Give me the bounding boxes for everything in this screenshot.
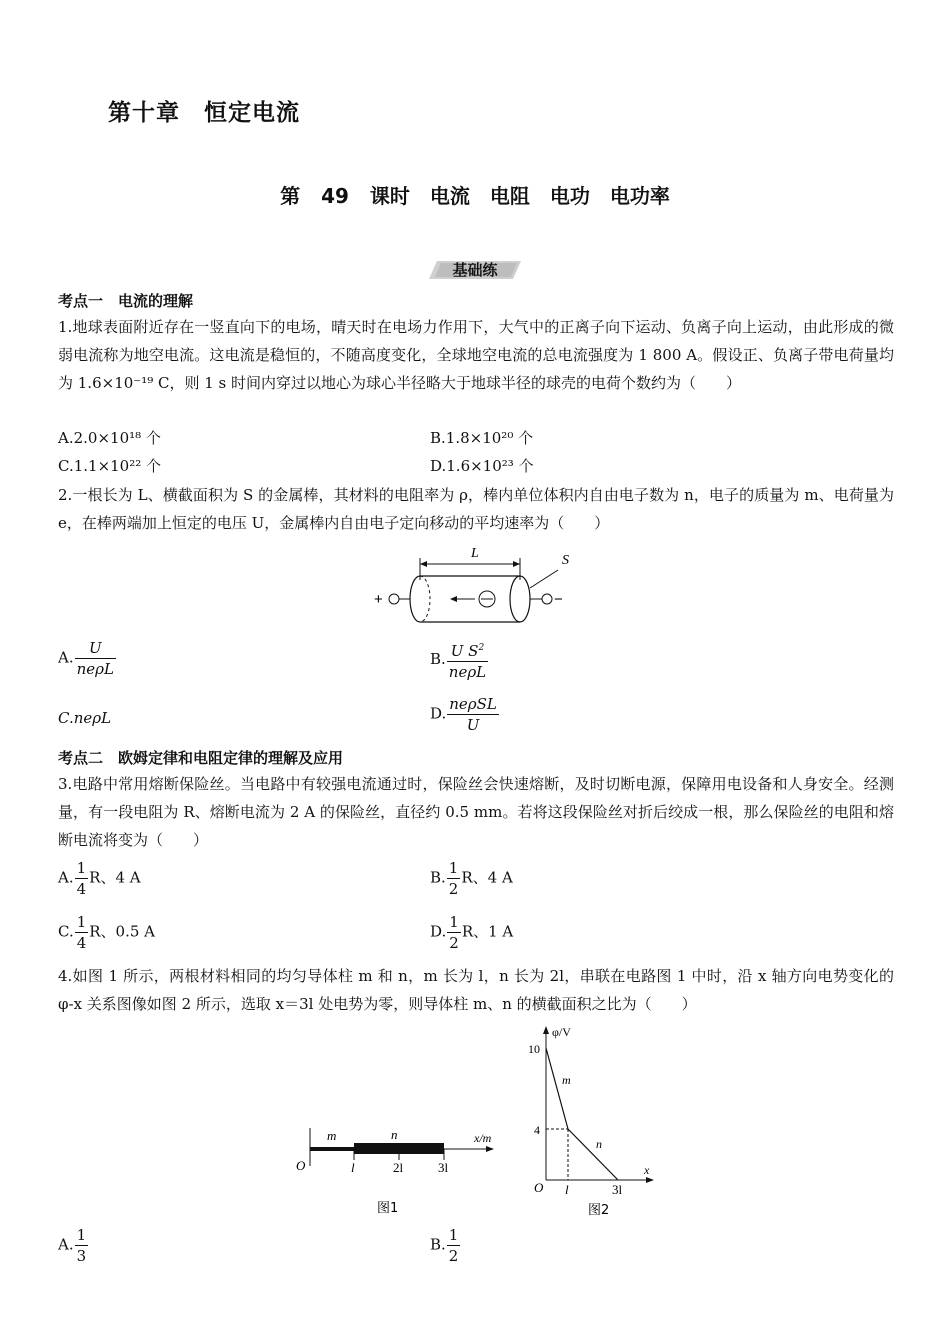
- label-L: L: [471, 546, 479, 561]
- fig1-label-l: l: [351, 1160, 355, 1175]
- q3-c-fraction: [75, 912, 89, 953]
- fig2-line-n: [568, 1129, 618, 1180]
- q2-a-num: U: [75, 638, 116, 659]
- q3-d-tail: R、1 A: [461, 922, 514, 941]
- metal-rod-figure: [370, 542, 580, 632]
- q2-b-fraction: [447, 638, 488, 682]
- conductor-m: [310, 1147, 354, 1151]
- q3-b-label: B.: [430, 868, 446, 887]
- fig2-line-m: [546, 1048, 568, 1129]
- plus-sign: +: [374, 591, 383, 608]
- q3-a-label: A.: [58, 868, 74, 887]
- fig2-x-label: x: [644, 1163, 650, 1177]
- q3-c-num: 1: [76, 913, 87, 931]
- cylinder-right-end: [510, 576, 530, 622]
- q3-d-fraction: [447, 912, 461, 953]
- q3-d-num: 1: [449, 913, 459, 931]
- question-4-text: 4.如图 1 所示，两根材料相同的均匀导体柱 m 和 n，m 长为 l，n 长为 2l，串联在电路图 1 中时，沿 x 轴方向电势变化的 φ-x 关系图像如图 2 所示，选取 x＝3l 处电势为零，则导体柱 m、n 的横截面积之比为（ ）: [58, 967, 894, 1013]
- q3-d-label: D.: [430, 922, 447, 941]
- q4-b-label: B.: [430, 1235, 446, 1254]
- fig1-axis-label: x/m: [474, 1131, 492, 1145]
- q2-a-den: neρL: [76, 660, 114, 678]
- q1-option-b[interactable]: B.1.8×10²⁰ 个: [430, 429, 534, 447]
- label-S: S: [562, 553, 569, 568]
- fig2-y-label: φ/V: [552, 1025, 571, 1039]
- q2-a-label: A.: [58, 648, 74, 667]
- q3-a-num: 1: [76, 859, 87, 877]
- q2-b-num-exp: 2: [478, 643, 485, 653]
- q4-b-num: 1: [448, 1226, 459, 1244]
- q2-b-num: [447, 638, 488, 662]
- section-heading-2: 考点二 欧姆定律和电阻定律的理解及应用: [58, 749, 344, 767]
- figure-2-potential-graph: [522, 1022, 672, 1222]
- figure-1-conductors: [292, 1122, 502, 1222]
- badge-label: 基础练: [452, 261, 498, 279]
- chapter-title: 第十章 恒定电流: [108, 100, 300, 126]
- q2-a-fraction: [75, 638, 116, 679]
- fig2-y-arrow: [543, 1026, 549, 1034]
- fig1-axis-arrow: [486, 1146, 494, 1152]
- dimension-arrow-right: [513, 561, 520, 567]
- q3-a-den: 4: [76, 880, 87, 898]
- q2-d-label: D.: [430, 704, 447, 723]
- q2-option-b[interactable]: [430, 638, 489, 682]
- q3-a-fraction: [75, 858, 89, 899]
- q3-option-b[interactable]: [430, 858, 513, 899]
- q4-a-fraction: [75, 1225, 89, 1266]
- q4-a-label: A.: [58, 1235, 74, 1254]
- fig2-tick-10: 10: [528, 1042, 540, 1056]
- fig1-label-n: n: [391, 1127, 398, 1142]
- cylinder-left-hidden: [420, 576, 430, 622]
- drift-arrowhead: [450, 596, 457, 602]
- fig1-origin: O: [296, 1158, 306, 1173]
- q3-c-den: 4: [76, 934, 87, 952]
- fig1-label-3l: 3l: [438, 1160, 449, 1175]
- q4-a-den: 3: [76, 1247, 87, 1265]
- section-heading-1: 考点一 电流的理解: [58, 292, 194, 310]
- area-pointer: [530, 570, 558, 588]
- q3-option-d[interactable]: [430, 912, 513, 953]
- q4-a-num: 1: [76, 1226, 87, 1244]
- q4-b-den: 2: [448, 1247, 459, 1265]
- fig1-label-2l: 2l: [393, 1160, 404, 1175]
- fig2-label-n: n: [596, 1137, 602, 1151]
- q4-option-b[interactable]: [430, 1225, 461, 1266]
- q2-option-c[interactable]: C.neρL: [58, 709, 112, 727]
- fig1-label-m: m: [327, 1128, 337, 1143]
- q3-c-label: C.: [58, 922, 74, 941]
- q1-option-c[interactable]: C.1.1×10²² 个: [58, 457, 162, 475]
- minus-sign: −: [554, 591, 563, 608]
- q4-b-fraction: [447, 1225, 461, 1266]
- fig2-caption: 图2: [588, 1203, 610, 1218]
- q3-d-den: 2: [449, 934, 459, 952]
- q3-b-tail: R、4 A: [461, 868, 513, 887]
- q3-option-a[interactable]: [58, 858, 141, 899]
- q3-option-c[interactable]: [58, 912, 155, 953]
- q1-option-a[interactable]: A.2.0×10¹⁸ 个: [58, 429, 161, 447]
- fig2-tick-l: l: [565, 1182, 569, 1197]
- q2-option-a[interactable]: [58, 638, 117, 679]
- fig2-tick-4: 4: [534, 1123, 540, 1137]
- q3-b-fraction: [447, 858, 461, 899]
- fig2-tick-3l: 3l: [612, 1182, 623, 1197]
- left-terminal: [389, 594, 399, 604]
- q2-d-fraction: [447, 694, 499, 735]
- q3-b-den: 2: [448, 880, 459, 898]
- q3-a-tail: R、4 A: [89, 868, 141, 887]
- q2-b-label: B.: [430, 650, 446, 668]
- q2-option-d[interactable]: [430, 694, 500, 735]
- q2-d-den: U: [466, 716, 480, 734]
- fig2-x-arrow: [646, 1177, 654, 1183]
- q2-b-num-base: U S: [450, 642, 479, 660]
- cylinder-left-end: [410, 576, 420, 622]
- fig1-caption: 图1: [377, 1201, 399, 1216]
- q4-option-a[interactable]: [58, 1225, 89, 1266]
- question-1-text: 1.地球表面附近存在一竖直向下的电场，晴天时在电场力作用下，大气中的正离子向下运动、负离子向上运动，由此形成的微弱电流称为地空电流。这电流是稳恒的，不随高度变化，全球地空电流的总电流强度为 1 800 A。假设正、负离子带电荷量均为 1.6×10⁻¹⁹ C，则 1 s 时间内穿过以地心为球心半径略大于地球半径的球壳的电荷个数约为（ ）: [58, 318, 894, 392]
- q2-b-den: neρL: [448, 663, 487, 681]
- q3-c-tail: R、0.5 A: [89, 922, 156, 941]
- section-badge: [427, 259, 523, 281]
- question-3-text: 3.电路中常用熔断保险丝。当电路中有较强电流通过时，保险丝会快速熔断，及时切断电源，保障用电设备和人身安全。经测量，有一段电阻为 R、熔断电流为 2 A 的保险丝，直径约 0.5 mm。若将这段保险丝对折后绞成一根，那么保险丝的电阻和熔断电流将变为（ ）: [58, 775, 894, 849]
- q1-option-d[interactable]: D.1.6×10²³ 个: [430, 457, 534, 475]
- lesson-title: 第 49 课时 电流 电阻 电功 电功率: [280, 184, 670, 208]
- fig2-origin: O: [534, 1180, 544, 1195]
- dimension-arrow-left: [420, 561, 427, 567]
- q3-b-num: 1: [448, 859, 459, 877]
- q2-d-num: neρSL: [449, 695, 497, 713]
- fig2-label-m: m: [562, 1073, 571, 1087]
- right-terminal: [542, 594, 552, 604]
- question-2-text: 2.一根长为 L、横截面积为 S 的金属棒，其材料的电阻率为 ρ，棒内单位体积内自由电子数为 n，电子的质量为 m、电荷量为 e，在棒两端加上恒定的电压 U，金属棒内自由电子定向移动的平均速率为（ ）: [58, 486, 894, 532]
